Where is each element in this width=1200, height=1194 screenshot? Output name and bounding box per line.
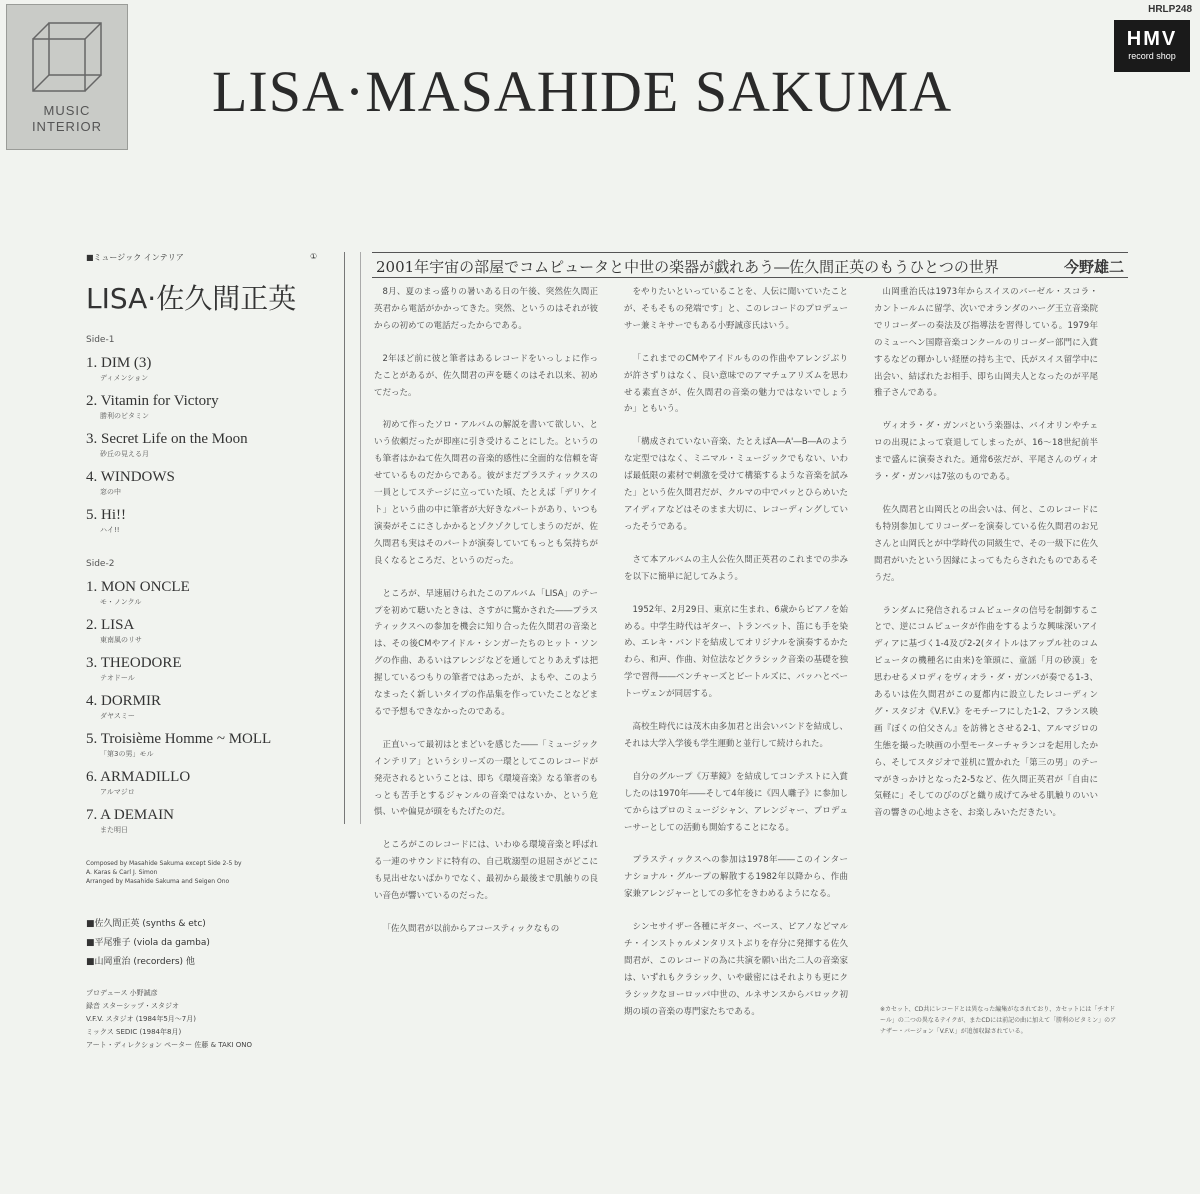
production-line: アート・ディレクション ペーター 佐藤 & TAKI ONO xyxy=(86,1041,252,1049)
liner-notes-column-2 xyxy=(624,284,848,1037)
musicians-list xyxy=(86,916,336,967)
cube-icon xyxy=(27,17,107,97)
paragraph: プラスティックスへの参加は1978年――このインターナショナル・グループの解散する1982年以降から、作曲家兼アレンジャーとしての多忙をきわめるようになる。 xyxy=(624,855,848,900)
paragraph: 正直いって最初はとまどいを感じた――「ミュージック インテリア」というシリーズの一環としてこのレコードが発売されるということは、即ち《環境音楽》なる筆者のもっとも苦手とするジャンルの音楽ではないか、という危惧、いや偏見が頭をもたげたのだ。 xyxy=(374,739,598,818)
track-item xyxy=(86,617,336,645)
track-item xyxy=(86,579,336,607)
series-number: ① xyxy=(310,252,318,261)
paragraph: 初めて作ったソロ・アルバムの解説を書いて欲しい、という依頼だったが即座に引き受けることにした。というのも筆者はかねて佐久間君の音楽的感性に全面的な信頼を寄せているものだからである。彼がまだプラスティックスの一員としてステージに立っていた頃、たとえば「デリケイト」という曲の中に筆者が大好きなパートがあり、いつも演奏がそこにさしかかるとゾクゾクしてしまうのだが、佐久間君も実はそのパートが演奏していてもっとも気持ちが良くなるところだ、というのだった。 xyxy=(374,420,598,566)
track-japanese-title: 勝利のビタミン xyxy=(100,412,149,420)
album-title: LISA·MASAHIDE SAKUMA xyxy=(212,59,953,124)
footnote: ※カセット、CD共にレコードとは異なった編集がなされており、カセットには「チオドール」の二つの異なるテイクが、またCDには前記の曲に加えて「勝利のビタミン」のアナザー・バージョン「V.F.V.」が追加収録されている。 xyxy=(880,1006,1117,1035)
track-title: 1. DIM (3) xyxy=(86,355,152,371)
liner-notes-author: 今野雄二 xyxy=(1063,258,1124,276)
paragraph: 「これまでのCMやアイドルものの作曲やアレンジぶりが許さずりはなく、良い意味でのアマチュアリズムを思わせる素直さが、佐久間君の音楽の魅力ではないでしょうか」ともいう。 xyxy=(624,353,848,415)
track-item xyxy=(86,693,336,721)
logo-text-interior: INTERIOR xyxy=(31,119,103,134)
track-japanese-title: ダヤスミー xyxy=(100,712,135,720)
paragraph: 自分のグループ《万華鏡》を結成してコンテストに入賞したのは1970年――そして4年後に《四人囃子》に参加してからはプロのミュージシャン、アレンジャー、プロデューサーとしての活動も開始することになる。 xyxy=(624,771,848,833)
paragraph: 「佐久間君が以前からアコースティックなもの xyxy=(382,924,560,934)
track-japanese-title: また明日 xyxy=(100,826,128,834)
paragraph: シンセサイザー各種にギター、ベース、ピアノなどマルチ・インストゥルメンタリストぶりを存分に発揮する佐久間君が、このレコードの為に共演を願い出た二人の音楽家は、いずれもクラシック、いや厳密にはそれよりも更にクラシックなヨーロッパ中世の、ルネサンスからバロック初期の頃の音楽の専門家たちである。 xyxy=(624,922,848,1017)
liner-notes-heading xyxy=(372,252,1128,278)
side1-tracklist xyxy=(86,355,336,535)
track-item xyxy=(86,731,336,759)
musician: ■山岡重治 (recorders) 他 xyxy=(86,957,195,967)
track-japanese-title: 東南風のリサ xyxy=(100,636,142,644)
track-japanese-title: 砂丘の見える月 xyxy=(100,450,149,458)
paragraph: 佐久間君と山岡氏との出会いは、何と、このレコードにも特別参加してリコーダーを演奏している佐久間君のお兄さんと山岡氏とが中学時代の同級生で、その一級下に佐久間君がいたという因縁によってもたらされたものであるそうだ。 xyxy=(874,504,1098,583)
credit-line: Composed by Masahide Sakuma except Side 2-5 by xyxy=(86,860,242,867)
frame-line xyxy=(344,252,345,824)
paragraph: 高校生時代には茂木由多加君と出会いバンドを結成し、それは大学入学後も学生運動と並行して続けられた。 xyxy=(624,722,848,749)
liner-notes-column-3 xyxy=(874,284,1098,838)
paragraph: 1952年、2月29日、東京に生まれ、6歳からピアノを始める。中学生時代はギター、トランペット、笛にも手を染め、エレキ・バンドを結成してオリジナルを演奏するかたわら、和声、作曲、対位法などクラシック音楽の基礎を独学で習得――ベンチャーズとビートルズに、バッハとベートーヴェンが同居する。 xyxy=(624,604,848,700)
liner-notes-column-1 xyxy=(374,284,598,954)
logo-text-music: MUSIC xyxy=(43,103,91,118)
hmv-logo-text: HMV xyxy=(1126,28,1178,50)
track-japanese-title: 「第3の男」モル xyxy=(100,750,154,758)
production-line: ミックス SEDIC (1984年8月) xyxy=(86,1028,182,1036)
production-line: プロデュース 小野誠彦 xyxy=(86,989,158,997)
track-title: 3. THEODORE xyxy=(86,655,182,671)
composer-credits xyxy=(86,859,336,886)
production-credits xyxy=(86,987,336,1052)
hmv-logo-subtext: record shop xyxy=(1128,51,1176,61)
credit-line: Arranged by Masahide Sakuma and Seigen Ono xyxy=(86,878,230,885)
track-japanese-title: アルマジロ xyxy=(100,788,135,796)
track-title: 2. LISA xyxy=(86,617,135,633)
paragraph: をやりたいといっていることを、人伝に聞いていたことが、そもそもの発端です」と、このレコードのプロデューサー兼ミキサーでもある小野誠彦氏はいう。 xyxy=(624,287,848,331)
musician: ■佐久間正英 (synths & etc) xyxy=(86,919,206,929)
paragraph: 8月、夏のまっ盛りの暑いある日の午後、突然佐久間正英君から電話がかかってきた。突然、というのはそれが彼からの初めての電話だったからである。 xyxy=(374,287,598,331)
japanese-title: LISA·佐久間正英 xyxy=(86,282,297,315)
track-item xyxy=(86,769,336,797)
track-title: 4. WINDOWS xyxy=(86,469,175,485)
music-interior-logo xyxy=(6,4,128,150)
track-title: 4. DORMIR xyxy=(86,693,162,709)
paragraph: 「構成されていない音楽、たとえばA―A'―B―Aのような定型ではなく、ミニマル・ミュージックでもない、いわば最低限の素材で刺激を受けて構築するような音楽を試みた」という佐久間君だが、クルマの中でパッとひらめいたアイディアなどはそのまま大切に、レコーディングしていったそうである。 xyxy=(624,437,848,532)
track-title: 7. A DEMAIN xyxy=(86,807,174,823)
track-item xyxy=(86,469,336,497)
track-japanese-title: モ・ノンクル xyxy=(100,598,142,606)
paragraph: ランダムに発信されるコムピュータの信号を制御することで、逆にコムピュータが作曲をするような興味深いアイディアに基づく1-4及び2-2(タイトルはアップル社のコムピュータの機種名に由来)を筆頭に、童謡「月の砂漠」を思わせるメロディをヴィオラ・ダ・ガンバが奏でる1-3、あるいは佐久間君がこの夏都内に設立したレコーディング・スタジオ《V.F.V.》をモチーフにした1-2、フランス映画『ぼくの伯父さん』を訪彿とさせる2-1、アルマジロの生態を撮った映画の小型モーターチャランコを起用したから、そしてスタジオで並机に置かれた「第三の男」のテーマがきっかけとなった2-5など、佐久間正英君が「自由に気軽に」そしてのびのびと織り成げてみせる肌触りのいい音の響きの心地よさを、お楽しみいただきたい。 xyxy=(874,605,1098,819)
track-item xyxy=(86,355,336,383)
side2-tracklist xyxy=(86,579,336,835)
track-japanese-title: 窓の中 xyxy=(100,488,121,496)
tracklist-panel xyxy=(86,252,336,1052)
track-title: 5. Troisième Homme ~ MOLL xyxy=(86,731,272,747)
paragraph: ところが、早速届けられたこのアルバム「LISA」のテープを初めて聴いたときは、さすがに驚かされた――プラスティックスへの参加を機会に知り合った佐久間君の音楽とは、その後CMやアイドル・シンガーたちのヒット・ソングの作曲、あるいはアレンジなどを通してとりあえずは把握しているつもりの筆者ではあったが、よもや、このようなまったく新しいタイプの作品集を作っていたことなどまるで予想もできなかったのである。 xyxy=(374,588,598,717)
track-japanese-title: テオドール xyxy=(100,674,135,682)
track-japanese-title: ハイ!! xyxy=(100,526,120,534)
credit-line: A. Karas & Carl J. Simon xyxy=(86,869,158,876)
series-label xyxy=(86,252,336,263)
side1-label: Side-1 xyxy=(86,335,115,345)
track-item xyxy=(86,393,336,421)
catalog-number: HRLP248 xyxy=(1148,4,1192,15)
paragraph: 山岡重治氏は1973年からスイスのバーゼル・スコラ・カントールムに留学、次いでオランダのハーグ王立音楽院でリコーダーの奏法及び指導法を習得している。1979年のミューヘン国際音楽コンクールのリコーダー部門に入賞するなどの輝かしい経歴の持ち主で、氏がスイス留学中に出会い、結ばれたお相手、即ち山岡夫人となったのが平尾雅子さんである。 xyxy=(874,287,1098,399)
series-name: ■ミュージック インテリア xyxy=(86,253,184,262)
paragraph: さて本アルバムの主人公佐久間正英君のこれまでの歩みを以下に簡単に記してみよう。 xyxy=(624,554,848,582)
hmv-logo xyxy=(1114,20,1190,72)
track-title: 1. MON ONCLE xyxy=(86,579,190,595)
track-title: 2. Vitamin for Victory xyxy=(86,393,219,409)
frame-line xyxy=(360,252,361,824)
track-title: 3. Secret Life on the Moon xyxy=(86,431,248,447)
track-item xyxy=(86,507,336,535)
paragraph: ヴィオラ・ダ・ガンバという楽器は、バイオリンやチェロの出現によって衰退してしまったが、16～18世紀前半まで盛んに演奏された。通常6弦だが、平尾さんのヴィオラ・ダ・ガンバは7弦のものである。 xyxy=(874,421,1098,483)
track-japanese-title: ディメンション xyxy=(100,374,149,382)
side2-label: Side-2 xyxy=(86,559,115,569)
paragraph: ところがこのレコードには、いわゆる環境音楽と呼ばれる一連のサウンドに特有の、自己耽溺型の退屈さがどこにも見出せないばかりでなく、最初から最後まで肌触りの良い音色が響いているのだった。 xyxy=(374,840,598,902)
track-title: 5. Hi!! xyxy=(86,507,126,523)
track-title: 6. ARMADILLO xyxy=(86,769,191,785)
musician: ■平尾雅子 (viola da gamba) xyxy=(86,938,210,948)
track-item xyxy=(86,655,336,683)
production-line: V.F.V. スタジオ (1984年5月〜7月) xyxy=(86,1015,196,1023)
production-line: 録音 スターシップ・スタジオ xyxy=(86,1002,179,1010)
track-item xyxy=(86,807,336,835)
liner-notes-title: 2001年宇宙の部屋でコムピュータと中世の楽器が戯れあう―佐久間正英のもうひとつの世界 xyxy=(376,258,999,276)
track-item xyxy=(86,431,336,459)
paragraph: 2年ほど前に彼と筆者はあるレコードをいっしょに作ったことがあるが、佐久間君の声を聴くのはそれ以来、初めてだった。 xyxy=(374,353,598,398)
